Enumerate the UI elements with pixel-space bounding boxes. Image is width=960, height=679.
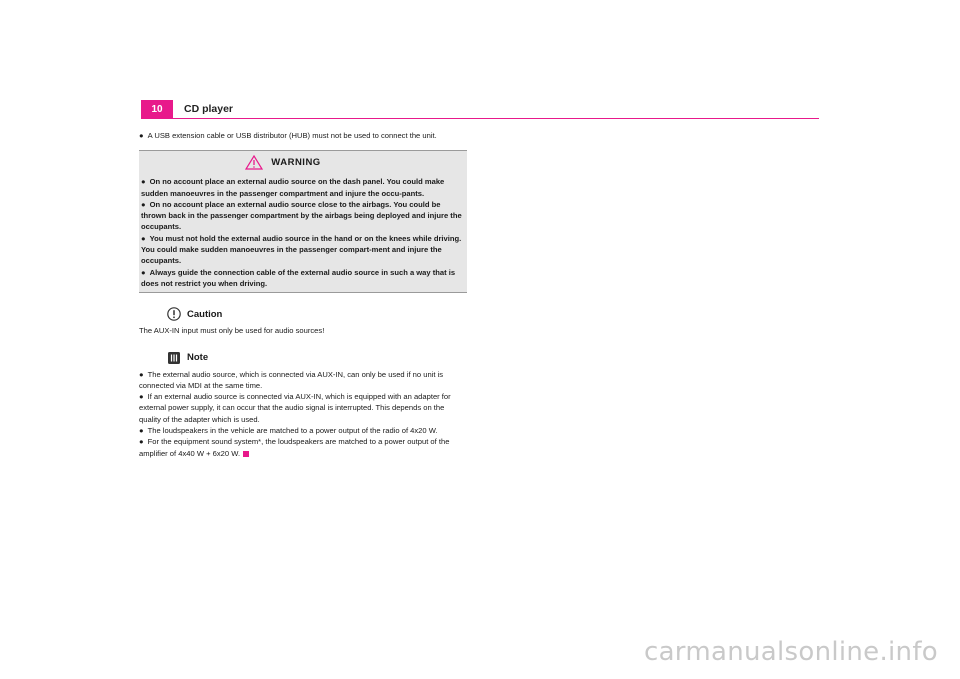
warning-bullet-text: Always guide the connection cable of the external audio source in such a way that is does not restrict you when driving. (141, 267, 456, 288)
note-bullet (139, 425, 467, 436)
warning-bullet-text: On no account place an external audio source on the dash panel. You could make sudden manoeuvres in the passenger compartment and injure the occu-pants. (141, 177, 445, 198)
warning-triangle-icon (245, 155, 263, 170)
caution-exclamation-icon (167, 307, 181, 321)
content-column (139, 130, 467, 459)
warning-bullet (141, 233, 465, 267)
section-end-marker (243, 451, 249, 457)
caution-title: Caution (187, 308, 223, 320)
bullet-icon: ● (141, 199, 146, 209)
bullet-icon: ● (139, 392, 144, 402)
note-bullet-text: The external audio source, which is connected via AUX-IN, can only be used if no unit is connected via MDI at the same time. (139, 369, 444, 390)
warning-header (141, 155, 465, 170)
note-bullet (139, 369, 467, 392)
intro-bullet-text: A USB extension cable or USB distributor (HUB) must not be used to connect the unit. (147, 131, 437, 140)
bullet-icon: ● (139, 426, 144, 436)
warning-bullet (141, 199, 465, 233)
intro-bullet (139, 130, 467, 141)
bullet-icon: ● (139, 437, 144, 447)
warning-bullet-text: On no account place an external audio source close to the airbags. You could be thrown back in the passenger compartment by the airbags being deployed and injure the occupants. (141, 199, 462, 232)
note-bullet (139, 391, 467, 425)
header-divider (141, 118, 819, 119)
warning-bullet (141, 176, 465, 199)
bullet-icon: ● (139, 131, 144, 140)
caution-header (139, 307, 467, 321)
warning-bullet (141, 267, 465, 290)
page-number: 10 (151, 104, 163, 115)
watermark: carmanualsonline.info (643, 637, 938, 667)
caution-text: The AUX-IN input must only be used for audio sources! (139, 326, 325, 336)
page-number-badge (141, 100, 173, 119)
note-title: Note (187, 351, 209, 363)
section-title: CD player (184, 103, 234, 115)
bullet-icon: ● (139, 369, 144, 379)
warning-bullet-text: You must not hold the external audio source in the hand or on the knees while driving. You could make sudden manoeuvres in the passenger compart-ment and injure the occupants. (141, 233, 462, 266)
note-bullet-text: For the equipment sound system*, the loudspeakers are matched to a power output of the amplifier of 4x40 W + 6x20 W. (139, 437, 450, 458)
note-bullet-text: The loudspeakers in the vehicle are matched to a power output of the radio of 4x20 W. (147, 426, 438, 436)
bullet-icon: ● (141, 177, 146, 187)
note-bullet-text: If an external audio source is connected via AUX-IN, which is equipped with an adapter for external power supply, it can occur that the audio signal is interrupted. This depends on the quality of the adapter which is used. (139, 392, 451, 424)
warning-title: WARNING (271, 157, 321, 169)
note-book-icon (167, 351, 181, 365)
note-bullet (139, 436, 467, 459)
warning-box (139, 150, 467, 293)
note-header (139, 351, 467, 365)
bullet-icon: ● (141, 267, 146, 277)
bullet-icon: ● (141, 233, 146, 243)
